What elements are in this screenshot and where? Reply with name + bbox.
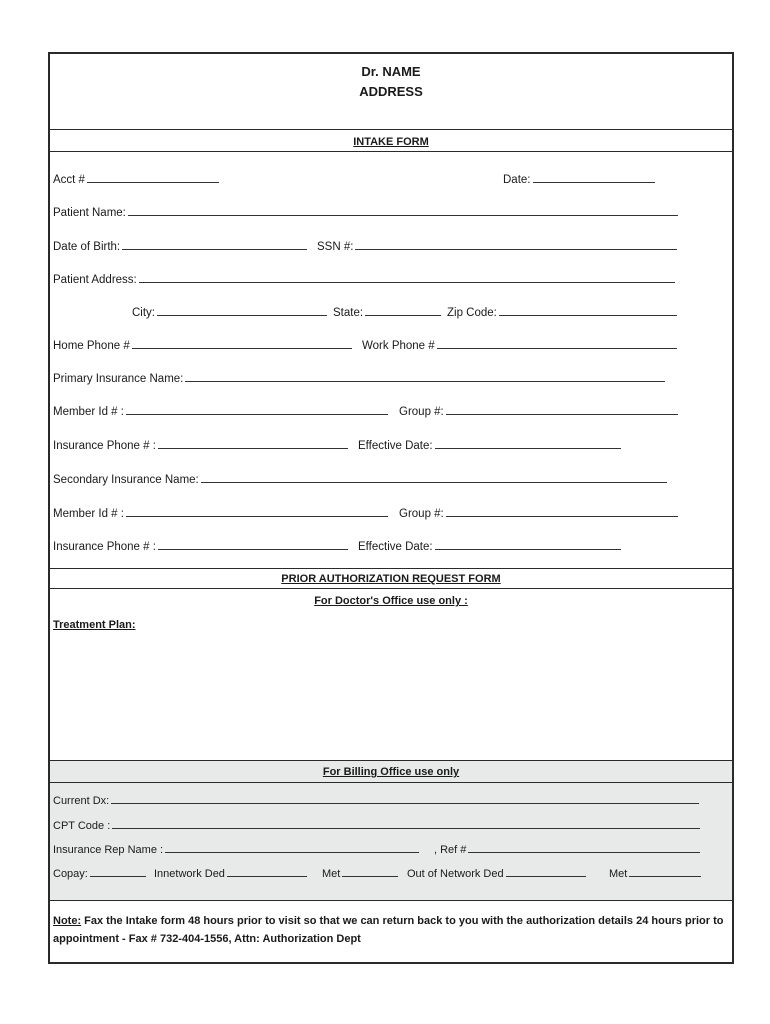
insurance-phone-2-field[interactable] (53, 539, 348, 553)
home-phone-line[interactable] (132, 338, 352, 349)
cpt-code-label: CPT Code : (53, 820, 111, 832)
group-2-label: Group #: (399, 508, 444, 520)
intake-form (48, 52, 734, 964)
effective-date-2-field[interactable] (358, 539, 621, 553)
met-2-field[interactable] (609, 866, 701, 880)
innetwork-ded-field[interactable] (154, 866, 307, 880)
note-text: Fax the Intake form 48 hours prior to visit so that we can return back to you with the authorization details 24 hours prior to appointment - Fax # 732-404-1556, Attn: Authorization Dept (53, 915, 724, 945)
group-line[interactable] (446, 404, 678, 415)
current-dx-field[interactable] (53, 793, 699, 807)
secondary-insurance-field[interactable] (53, 472, 667, 486)
home-phone-field[interactable] (53, 338, 352, 352)
innetwork-ded-label: Innetwork Ded (154, 868, 225, 880)
divider (50, 129, 732, 130)
patient-address-line[interactable] (139, 272, 675, 283)
ref-label: , Ref # (434, 844, 467, 856)
intake-form-title: INTAKE FORM (353, 136, 429, 148)
innetwork-ded-line[interactable] (227, 866, 307, 877)
divider (50, 151, 732, 152)
insurance-phone-2-label: Insurance Phone # : (53, 541, 156, 553)
out-network-ded-field[interactable] (407, 866, 586, 880)
met-field[interactable] (322, 866, 398, 880)
acct-label: Acct # (53, 174, 85, 186)
divider (50, 568, 732, 569)
work-phone-line[interactable] (437, 338, 677, 349)
doctor-office-use-heading: For Doctor's Office use only : (314, 595, 468, 607)
primary-insurance-line[interactable] (185, 371, 665, 382)
home-phone-label: Home Phone # (53, 340, 130, 352)
group-field[interactable] (399, 404, 678, 418)
dob-field[interactable] (53, 239, 307, 253)
acct-field[interactable] (53, 172, 219, 186)
insurance-phone-2-line[interactable] (158, 539, 348, 550)
cpt-code-field[interactable] (53, 818, 700, 832)
patient-name-line[interactable] (128, 205, 678, 216)
ref-line[interactable] (468, 842, 700, 853)
insurance-rep-label: Insurance Rep Name : (53, 844, 164, 856)
work-phone-label: Work Phone # (362, 340, 435, 352)
city-field[interactable] (132, 305, 327, 319)
patient-name-label: Patient Name: (53, 207, 126, 219)
dob-label: Date of Birth: (53, 241, 121, 253)
doctor-name: Dr. NAME (361, 64, 421, 79)
out-network-ded-label: Out of Network Ded (407, 868, 504, 880)
met-2-line[interactable] (629, 866, 701, 877)
copay-field[interactable] (53, 866, 146, 880)
work-phone-field[interactable] (362, 338, 677, 352)
divider (50, 782, 732, 783)
divider (50, 588, 732, 589)
zip-label: Zip Code: (447, 307, 497, 319)
cpt-code-line[interactable] (112, 818, 700, 829)
member-id-label: Member Id # : (53, 406, 124, 418)
group-2-line[interactable] (446, 506, 678, 517)
insurance-phone-field[interactable] (53, 438, 348, 452)
effective-date-label: Effective Date: (358, 440, 433, 452)
acct-line[interactable] (87, 172, 219, 183)
insurance-phone-line[interactable] (158, 438, 348, 449)
group-label: Group #: (399, 406, 444, 418)
effective-date-line[interactable] (435, 438, 621, 449)
secondary-insurance-line[interactable] (201, 472, 667, 483)
effective-date-field[interactable] (358, 438, 621, 452)
copay-line[interactable] (90, 866, 146, 877)
member-id-line[interactable] (126, 404, 388, 415)
divider (50, 760, 732, 761)
primary-insurance-label: Primary Insurance Name: (53, 373, 184, 385)
current-dx-line[interactable] (111, 793, 699, 804)
ssn-label: SSN #: (317, 241, 354, 253)
insurance-rep-field[interactable] (53, 842, 419, 856)
ssn-line[interactable] (355, 239, 677, 250)
patient-name-field[interactable] (53, 205, 678, 219)
state-label: State: (333, 307, 364, 319)
ref-field[interactable] (434, 842, 700, 856)
billing-office-use-heading: For Billing Office use only (322, 766, 460, 778)
date-label: Date: (503, 174, 531, 186)
patient-address-field[interactable] (53, 272, 675, 286)
date-line[interactable] (533, 172, 655, 183)
met-line[interactable] (342, 866, 398, 877)
state-line[interactable] (365, 305, 441, 316)
effective-date-2-label: Effective Date: (358, 541, 433, 553)
state-field[interactable] (333, 305, 441, 319)
divider (50, 900, 732, 901)
insurance-phone-label: Insurance Phone # : (53, 440, 156, 452)
city-label: City: (132, 307, 155, 319)
zip-line[interactable] (499, 305, 677, 316)
doctor-address: ADDRESS (359, 84, 423, 99)
secondary-insurance-label: Secondary Insurance Name: (53, 474, 199, 486)
ssn-field[interactable] (317, 239, 677, 253)
insurance-rep-line[interactable] (165, 842, 419, 853)
date-field[interactable] (503, 172, 655, 186)
fax-note (53, 912, 725, 948)
met-2-label: Met (609, 868, 628, 880)
out-network-ded-line[interactable] (506, 866, 586, 877)
prior-auth-title: PRIOR AUTHORIZATION REQUEST FORM (281, 573, 501, 585)
current-dx-label: Current Dx: (53, 795, 110, 807)
copay-label: Copay: (53, 868, 88, 880)
city-line[interactable] (157, 305, 327, 316)
zip-field[interactable] (447, 305, 677, 319)
member-id-2-label: Member Id # : (53, 508, 124, 520)
patient-address-label: Patient Address: (53, 274, 137, 286)
member-id-2-line[interactable] (126, 506, 388, 517)
member-id-2-field[interactable] (53, 506, 388, 520)
member-id-field[interactable] (53, 404, 388, 418)
primary-insurance-field[interactable] (53, 371, 665, 385)
met-label: Met (322, 868, 341, 880)
dob-line[interactable] (122, 239, 307, 250)
treatment-plan-label: Treatment Plan: (53, 619, 136, 631)
note-label: Note: (53, 915, 82, 927)
group-2-field[interactable] (399, 506, 678, 520)
effective-date-2-line[interactable] (435, 539, 621, 550)
treatment-plan-area[interactable] (53, 636, 729, 754)
